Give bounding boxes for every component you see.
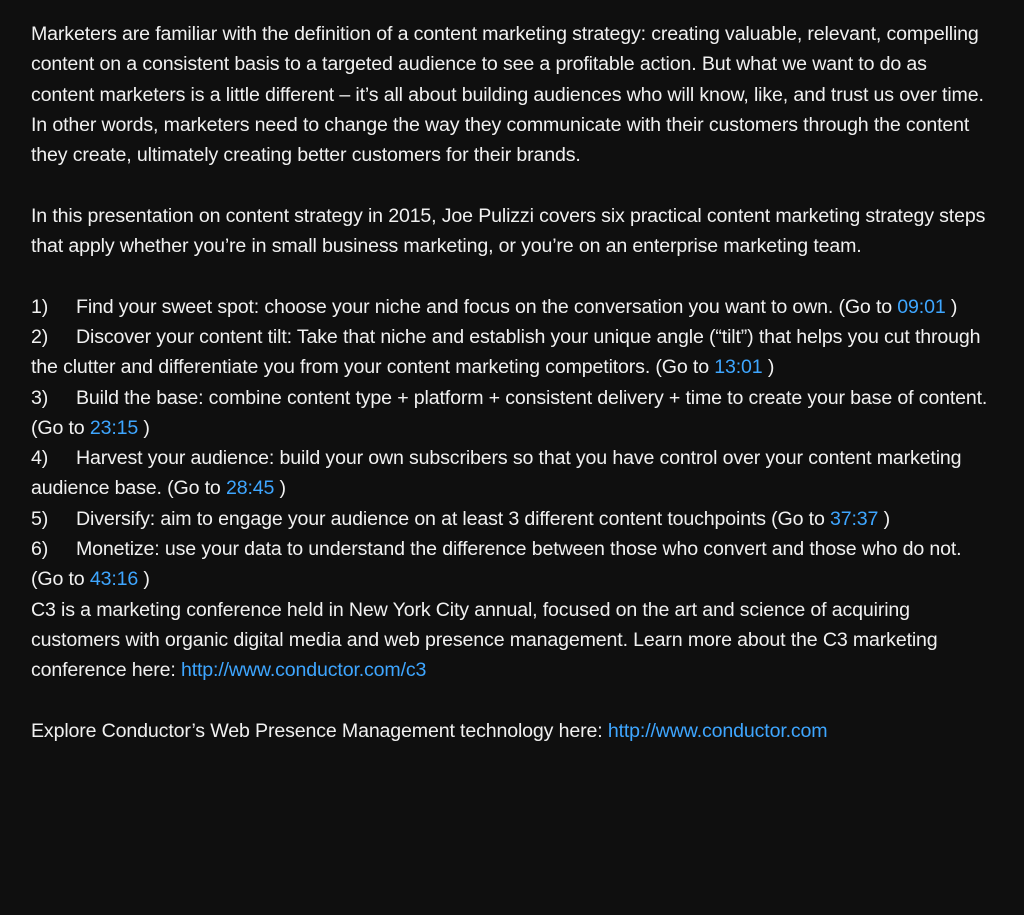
step-close: ) (945, 295, 958, 318)
timestamp-link[interactable]: 43:16 (89, 568, 139, 591)
step-number: 6) (31, 538, 49, 561)
step-close: ) (274, 477, 286, 500)
step-item (31, 443, 991, 504)
intro-paragraph: Marketers are familiar with the definition of a content marketing strategy: creating valuable, relevant, compelling content on a consistent basis to a targeted audience to see a profitable action. But what we want to do as content marketers is a little different – it’s all about building audiences who will know, like, and trust us over time. In other words, marketers need to change the way they communicate with their customers through the content they create, ultimately creating better customers for their brands. (31, 23, 984, 167)
step-close: ) (762, 356, 775, 379)
step-close: ) (138, 568, 150, 591)
step-item (31, 504, 991, 534)
step-item (31, 292, 991, 322)
step-item (31, 534, 991, 595)
timestamp-link[interactable]: 23:15 (89, 416, 139, 439)
step-close: ) (138, 416, 150, 439)
c3-paragraph (31, 595, 991, 686)
timestamp-link[interactable]: 09:01 (897, 295, 946, 318)
step-number: 3) (31, 386, 49, 409)
paragraph-gap (31, 686, 991, 716)
step-text: Monetize: use your data to understand the difference between those who convert and those who do not. (Go to (31, 538, 962, 591)
paragraph-gap (31, 170, 991, 200)
video-description (31, 19, 991, 746)
step-number: 4) (31, 447, 49, 470)
step-item (31, 322, 991, 383)
paragraph-gap (31, 261, 991, 291)
timestamp-link[interactable]: 28:45 (225, 477, 275, 500)
explore-paragraph (31, 716, 991, 746)
presentation-paragraph: In this presentation on content strategy in 2015, Joe Pulizzi covers six practical content marketing strategy steps that apply whether you’re in small business marketing, or you’re on an enterprise marketing team. (31, 204, 986, 258)
step-text: Diversify: aim to engage your audience on at least 3 different content touchpoints (Go to (76, 507, 831, 530)
step-text: Find your sweet spot: choose your niche and focus on the conversation you want to own. (Go to (76, 295, 898, 318)
explore-text: Explore Conductor’s Web Presence Management technology here: (31, 719, 608, 742)
c3-text: C3 is a marketing conference held in New York City annual, focused on the art and science of acquiring customers with organic digital media and web presence management. Learn more about the C3 marketing conference here: (31, 598, 938, 682)
timestamp-link[interactable]: 13:01 (714, 356, 763, 379)
timestamp-link[interactable]: 37:37 (830, 507, 879, 530)
step-number: 2) (31, 325, 49, 348)
step-text: Harvest your audience: build your own subscribers so that you have control over your content marketing audience base. (Go to (31, 447, 962, 500)
c3-link[interactable]: http://www.conductor.com/c3 (180, 659, 427, 682)
conductor-link[interactable]: http://www.conductor.com (607, 719, 828, 742)
step-close: ) (878, 507, 890, 530)
step-number: 1) (31, 295, 49, 318)
step-text: Discover your content tilt: Take that niche and establish your unique angle (“tilt”) that helps you cut through the clutter and differentiate you from your content marketing competitors. (Go to (31, 325, 981, 379)
step-text: Build the base: combine content type + platform + consistent delivery + time to create your base of content. (Go to (31, 386, 988, 439)
step-number: 5) (31, 507, 49, 530)
step-item (31, 383, 991, 444)
